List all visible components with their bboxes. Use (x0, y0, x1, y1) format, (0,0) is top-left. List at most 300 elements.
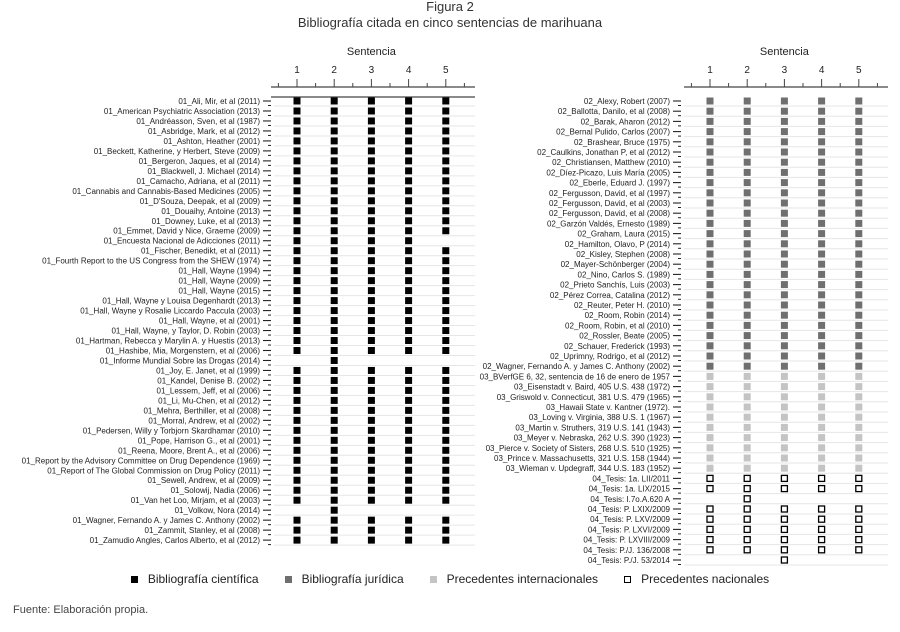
marker-nacionales-s5 (856, 516, 862, 522)
table-row (549, 199, 888, 208)
marker-internacionales-s2 (744, 373, 751, 380)
marker-cientifica-s2 (331, 467, 338, 474)
table-row (163, 137, 475, 146)
marker-cientifica-s5 (442, 527, 449, 534)
row-label: 02_Alexy, Robert (2007) (583, 97, 670, 106)
marker-cientifica-s5 (442, 307, 449, 314)
row-label: 02_Díez-Picazo, Luis María (2005) (546, 168, 670, 178)
row-label: 04_Tesis: P./J. 53/2014 (587, 556, 670, 565)
x-tick-label: 3 (368, 65, 375, 76)
marker-internacionales-s5 (855, 444, 862, 451)
marker-cientifica-s2 (331, 297, 338, 304)
marker-cientifica-s3 (368, 98, 375, 105)
marker-juridica-s3 (781, 108, 788, 115)
marker-juridica-s4 (818, 200, 825, 207)
marker-cientifica-s2 (331, 177, 338, 184)
marker-juridica-s2 (744, 261, 751, 268)
marker-juridica-s3 (781, 302, 788, 309)
marker-juridica-s5 (855, 291, 862, 298)
marker-juridica-s5 (855, 363, 862, 370)
marker-internacionales-s4 (818, 424, 825, 431)
row-label: 01_Fischer, Benedikt, et al (2011) (140, 246, 260, 256)
table-row (549, 209, 888, 218)
marker-cientifica-s2 (331, 377, 338, 384)
marker-cientifica-s3 (368, 197, 375, 204)
marker-cientifica-s3 (368, 267, 375, 274)
marker-internacionales-s4 (818, 434, 825, 441)
marker-cientifica-s2 (331, 167, 338, 174)
marker-juridica-s2 (744, 200, 751, 207)
marker-nacionales-s4 (819, 526, 825, 532)
marker-nacionales-s3 (781, 537, 787, 543)
marker-cientifica-s3 (368, 147, 375, 154)
marker-cientifica-s4 (405, 167, 412, 174)
marker-cientifica-s1 (294, 247, 301, 254)
marker-cientifica-s4 (405, 377, 412, 384)
marker-cientifica-s1 (294, 137, 301, 144)
row-label: 01_Downey, Luke, et al (2013) (151, 216, 260, 226)
marker-cientifica-s3 (368, 327, 375, 334)
table-row (147, 476, 475, 485)
marker-cientifica-s4 (405, 367, 412, 374)
marker-juridica-s5 (855, 271, 862, 278)
marker-cientifica-s5 (442, 467, 449, 474)
marker-cientifica-s1 (294, 497, 301, 504)
marker-juridica-s4 (818, 332, 825, 339)
marker-cientifica-s3 (368, 257, 375, 264)
row-label: 04_Tesis: P. LXIX/2009 (587, 505, 670, 514)
marker-cientifica-s5 (442, 387, 449, 394)
marker-juridica-s3 (781, 312, 788, 319)
row-label: 01_Sewell, Andrew, et al (2009) (147, 476, 260, 486)
table-row (73, 516, 475, 525)
marker-juridica-s1 (707, 128, 714, 135)
marker-juridica-s4 (818, 149, 825, 156)
marker-cientifica-s5 (442, 267, 449, 274)
marker-juridica-s5 (855, 230, 862, 237)
row-label: 03_Eisenstadt v. Baird, 405 U.S. 438 (1972) (514, 382, 670, 392)
row-label: 01_Mehra, Berthiller, et al (2008) (143, 406, 260, 416)
legend-swatch-internacionales (430, 576, 437, 583)
table-row (137, 177, 475, 186)
marker-internacionales-s2 (744, 465, 751, 472)
marker-cientifica-s2 (331, 217, 338, 224)
row-label: 02_Hamilton, Olavo, P (2014) (564, 239, 670, 249)
marker-cientifica-s5 (442, 317, 449, 324)
marker-juridica-s1 (707, 149, 714, 156)
row-label: 01_Hall, Wayne, y Taylor, D. Robin (2003) (111, 326, 260, 336)
row-label: 02_Fergusson, David, et al (2008) (549, 209, 670, 219)
marker-cientifica-s2 (331, 287, 338, 294)
row-label: 01_Informe Mundial Sobre las Drogas (2014) (99, 356, 260, 366)
marker-cientifica-s4 (405, 417, 412, 424)
marker-cientifica-s2 (331, 367, 338, 374)
table-row (102, 297, 475, 306)
marker-juridica-s2 (744, 240, 751, 247)
marker-cientifica-s2 (331, 197, 338, 204)
marker-cientifica-s1 (294, 527, 301, 534)
marker-juridica-s1 (707, 108, 714, 115)
marker-cientifica-s2 (331, 507, 338, 514)
row-label: 02_Schauer, Frederick (1993) (564, 341, 670, 351)
marker-cientifica-s2 (331, 147, 338, 154)
x-tick-label: 4 (405, 65, 412, 76)
marker-juridica-s1 (707, 251, 714, 258)
marker-nacionales-s5 (856, 526, 862, 532)
marker-cientifica-s2 (331, 137, 338, 144)
table-row (565, 321, 888, 330)
marker-cientifica-s1 (294, 177, 301, 184)
table-row (42, 257, 475, 266)
marker-cientifica-s5 (442, 457, 449, 464)
table-row (588, 556, 888, 565)
marker-juridica-s4 (818, 210, 825, 217)
marker-juridica-s2 (744, 98, 751, 105)
marker-internacionales-s5 (855, 383, 862, 390)
table-row (585, 311, 888, 320)
table-row (90, 536, 475, 545)
marker-juridica-s2 (744, 149, 751, 156)
marker-cientifica-s1 (294, 227, 301, 234)
marker-cientifica-s4 (405, 277, 412, 284)
row-label: 01_D'Souza, Deepak, et al (2009) (139, 196, 260, 206)
marker-cientifica-s5 (442, 367, 449, 374)
table-row (589, 485, 888, 494)
marker-juridica-s2 (744, 342, 751, 349)
marker-cientifica-s2 (331, 187, 338, 194)
marker-juridica-s3 (781, 322, 788, 329)
marker-nacionales-s5 (856, 506, 862, 512)
marker-internacionales-s1 (707, 444, 714, 451)
marker-juridica-s3 (781, 189, 788, 196)
marker-cientifica-s5 (442, 297, 449, 304)
legend-label: Bibliografía científica (147, 572, 259, 586)
marker-cientifica-s1 (294, 447, 301, 454)
row-label: 02_Nino, Carlos S. (1989) (577, 270, 670, 280)
marker-cientifica-s5 (442, 217, 449, 224)
row-label: 01_Zammit, Stanley, et al (2008) (144, 526, 260, 536)
row-label: 01_Asbridge, Mark, et al (2012) (147, 126, 260, 136)
marker-cientifica-s1 (294, 277, 301, 284)
marker-cientifica-s1 (294, 437, 301, 444)
marker-cientifica-s1 (294, 147, 301, 154)
table-row (111, 327, 475, 336)
marker-juridica-s3 (781, 220, 788, 227)
marker-juridica-s2 (744, 179, 751, 186)
marker-cientifica-s1 (294, 157, 301, 164)
table-row (145, 526, 475, 535)
marker-cientifica-s3 (368, 247, 375, 254)
marker-internacionales-s4 (818, 373, 825, 380)
row-label: 01_Hartman, Rebecca y Marylin A. y Huestis (2013) (75, 336, 260, 346)
marker-nacionales-s3 (781, 557, 787, 563)
marker-internacionales-s1 (707, 383, 714, 390)
marker-cientifica-s2 (331, 337, 338, 344)
marker-juridica-s3 (781, 200, 788, 207)
marker-juridica-s2 (744, 108, 751, 115)
marker-juridica-s1 (707, 210, 714, 217)
marker-nacionales-s3 (781, 526, 787, 532)
marker-cientifica-s4 (405, 147, 412, 154)
marker-cientifica-s5 (442, 197, 449, 204)
marker-juridica-s4 (818, 261, 825, 268)
marker-juridica-s5 (855, 342, 862, 349)
marker-cientifica-s4 (405, 217, 412, 224)
row-label: 01_Pedersen, Willy y Torbjorn Skardhamar (2010) (82, 426, 260, 436)
marker-juridica-s2 (744, 210, 751, 217)
marker-internacionales-s5 (855, 404, 862, 411)
table-row (550, 352, 888, 361)
marker-juridica-s5 (855, 169, 862, 176)
marker-cientifica-s3 (368, 317, 375, 324)
row-label: 03_Pierce v. Society of Sisters, 268 U.S. 510 (1925) (485, 443, 670, 453)
marker-juridica-s3 (781, 138, 788, 145)
row-label: 03_Wieman v. Updegraff, 344 U.S. 183 (1952) (505, 464, 670, 474)
marker-cientifica-s3 (368, 157, 375, 164)
marker-juridica-s4 (818, 363, 825, 370)
marker-internacionales-s4 (818, 393, 825, 400)
row-label: 01_American Psychiatric Association (2013) (103, 106, 260, 116)
marker-juridica-s4 (818, 179, 825, 186)
row-label: 01_Wagner, Fernando A. y James C. Anthony (2002) (72, 516, 260, 526)
row-label: 01_Fourth Report to the US Congress from the SHEW (1974) (42, 256, 260, 266)
table-row (100, 356, 475, 365)
marker-juridica-s1 (707, 98, 714, 105)
marker-cientifica-s4 (405, 537, 412, 544)
marker-nacionales-s1 (707, 516, 713, 522)
row-label: 01_Bergeron, Jaques, et al (2014) (138, 156, 260, 166)
marker-nacionales-s3 (781, 475, 787, 481)
marker-juridica-s1 (707, 312, 714, 319)
row-label: 03_Meyer v. Nebraska, 262 U.S. 390 (1923) (513, 433, 670, 443)
marker-internacionales-s2 (744, 393, 751, 400)
marker-juridica-s1 (707, 200, 714, 207)
marker-nacionales-s4 (819, 506, 825, 512)
marker-cientifica-s3 (368, 467, 375, 474)
row-label: 01_Report by the Advisory Committee on Drug Dependence (1969) (21, 456, 260, 466)
marker-juridica-s5 (855, 108, 862, 115)
row-label: 04_Tesis: P. LXVIII/2009 (583, 535, 670, 545)
table-row (558, 107, 888, 116)
marker-juridica-s4 (818, 108, 825, 115)
marker-cientifica-s5 (442, 347, 449, 354)
marker-juridica-s2 (744, 118, 751, 125)
marker-nacionales-s5 (856, 475, 862, 481)
row-label: 04_Tesis: 1a. LII/2011 (592, 474, 670, 484)
row-label: 01_Andréasson, Sven, et al (1987) (136, 116, 260, 126)
marker-internacionales-s1 (707, 455, 714, 462)
marker-juridica-s1 (707, 220, 714, 227)
marker-internacionales-s5 (855, 455, 862, 462)
marker-internacionales-s3 (781, 455, 788, 462)
table-row (178, 97, 475, 106)
marker-internacionales-s2 (744, 434, 751, 441)
marker-cientifica-s2 (331, 257, 338, 264)
marker-cientifica-s1 (294, 387, 301, 394)
marker-juridica-s1 (707, 281, 714, 288)
table-row (578, 230, 889, 239)
table-row (560, 281, 888, 290)
legend-item-cientifica (131, 572, 259, 586)
marker-cientifica-s3 (368, 127, 375, 134)
table-row (569, 179, 888, 188)
marker-cientifica-s1 (294, 407, 301, 414)
marker-cientifica-s1 (294, 107, 301, 114)
table-row (152, 217, 475, 226)
marker-juridica-s2 (744, 138, 751, 145)
marker-juridica-s4 (818, 98, 825, 105)
marker-nacionales-s5 (856, 547, 862, 553)
marker-cientifica-s4 (405, 497, 412, 504)
marker-cientifica-s2 (331, 327, 338, 334)
marker-cientifica-s5 (442, 167, 449, 174)
row-label: 02_Brashear, Bruce (1975) (573, 137, 670, 147)
table-row (136, 117, 475, 126)
marker-internacionales-s1 (707, 404, 714, 411)
table-row (556, 128, 888, 137)
marker-juridica-s5 (855, 98, 862, 105)
marker-internacionales-s3 (781, 434, 788, 441)
marker-juridica-s5 (855, 179, 862, 186)
marker-internacionales-s3 (781, 465, 788, 472)
marker-juridica-s2 (744, 363, 751, 370)
marker-juridica-s2 (744, 291, 751, 298)
legend-swatch-nacionales (624, 576, 631, 583)
figure-title: Bibliografía citada en cinco sentencias de marihuana (297, 15, 603, 30)
marker-juridica-s3 (781, 291, 788, 298)
row-label: 03_Loving v. Virginia, 388 U.S. 1 (1967) (528, 413, 670, 423)
marker-juridica-s1 (707, 342, 714, 349)
table-row (592, 474, 888, 483)
table-row (584, 97, 888, 106)
table-row (138, 436, 475, 445)
marker-internacionales-s3 (781, 424, 788, 431)
marker-cientifica-s3 (368, 287, 375, 294)
marker-cientifica-s2 (331, 347, 338, 354)
row-label: 02_Christiansen, Matthew (2010) (552, 158, 670, 168)
marker-cientifica-s2 (331, 237, 338, 244)
marker-cientifica-s5 (442, 137, 449, 144)
legend-item-juridica (285, 572, 404, 586)
marker-cientifica-s2 (331, 427, 338, 434)
marker-internacionales-s1 (707, 414, 714, 421)
marker-juridica-s3 (781, 363, 788, 370)
table-row (131, 496, 475, 505)
marker-nacionales-s1 (707, 537, 713, 543)
row-label: 04_Tesis: P./J. 136/2008 (583, 545, 670, 555)
marker-cientifica-s1 (294, 337, 301, 344)
table-row (483, 362, 888, 371)
marker-juridica-s4 (818, 291, 825, 298)
marker-cientifica-s5 (442, 487, 449, 494)
marker-cientifica-s2 (331, 477, 338, 484)
marker-nacionales-s4 (819, 547, 825, 553)
marker-juridica-s4 (818, 118, 825, 125)
table-row (574, 138, 888, 147)
table-row (94, 147, 475, 156)
marker-juridica-s1 (707, 291, 714, 298)
marker-cientifica-s2 (331, 127, 338, 134)
marker-internacionales-s2 (744, 414, 751, 421)
marker-juridica-s3 (781, 98, 788, 105)
marker-cientifica-s5 (442, 227, 449, 234)
row-label: 01_Hall, Wayne, et al (2001) (158, 316, 260, 326)
marker-juridica-s4 (818, 281, 825, 288)
marker-nacionales-s2 (744, 516, 750, 522)
marker-juridica-s4 (818, 240, 825, 247)
legend-swatch-juridica (285, 576, 292, 583)
marker-juridica-s4 (818, 353, 825, 360)
marker-cientifica-s5 (442, 187, 449, 194)
marker-internacionales-s2 (744, 455, 751, 462)
panel-right (480, 46, 888, 565)
marker-cientifica-s3 (368, 427, 375, 434)
marker-cientifica-s1 (294, 267, 301, 274)
table-row (514, 383, 888, 392)
marker-juridica-s5 (855, 240, 862, 247)
marker-cientifica-s5 (442, 247, 449, 254)
marker-cientifica-s4 (405, 527, 412, 534)
marker-juridica-s1 (707, 138, 714, 145)
marker-cientifica-s2 (331, 447, 338, 454)
marker-internacionales-s5 (855, 393, 862, 400)
marker-juridica-s2 (744, 159, 751, 166)
marker-cientifica-s4 (405, 127, 412, 134)
marker-juridica-s5 (855, 281, 862, 288)
marker-cientifica-s5 (442, 277, 449, 284)
marker-internacionales-s2 (744, 444, 751, 451)
marker-cientifica-s5 (442, 477, 449, 484)
marker-cientifica-s4 (405, 387, 412, 394)
marker-juridica-s4 (818, 342, 825, 349)
table-row (72, 187, 475, 196)
marker-cientifica-s4 (405, 327, 412, 334)
legend-item-nacionales (624, 572, 769, 586)
marker-cientifica-s1 (294, 467, 301, 474)
marker-juridica-s3 (781, 179, 788, 186)
table-row (588, 525, 888, 534)
marker-cientifica-s1 (294, 317, 301, 324)
marker-cientifica-s4 (405, 467, 412, 474)
marker-nacionales-s1 (707, 547, 713, 553)
marker-juridica-s5 (855, 251, 862, 258)
marker-juridica-s1 (707, 363, 714, 370)
marker-juridica-s4 (818, 169, 825, 176)
table-row (480, 372, 888, 381)
marker-cientifica-s2 (331, 207, 338, 214)
marker-juridica-s2 (744, 312, 751, 319)
marker-cientifica-s4 (405, 117, 412, 124)
marker-cientifica-s1 (294, 397, 301, 404)
marker-juridica-s2 (744, 251, 751, 258)
marker-cientifica-s4 (405, 207, 412, 214)
marker-nacionales-s2 (744, 486, 750, 492)
marker-juridica-s3 (781, 271, 788, 278)
marker-juridica-s4 (818, 322, 825, 329)
marker-cientifica-s5 (442, 517, 449, 524)
marker-internacionales-s3 (781, 373, 788, 380)
marker-juridica-s2 (744, 332, 751, 339)
marker-cientifica-s5 (442, 117, 449, 124)
row-label: 02_Uprimny, Rodrigo, et al (2012) (550, 352, 670, 361)
table-row (576, 250, 888, 259)
marker-nacionales-s2 (744, 475, 750, 481)
marker-cientifica-s1 (294, 367, 301, 374)
row-label: 04_Tesis: 1a. LIX/2015 (588, 484, 670, 494)
marker-cientifica-s5 (442, 427, 449, 434)
marker-juridica-s2 (744, 189, 751, 196)
marker-juridica-s5 (855, 302, 862, 309)
